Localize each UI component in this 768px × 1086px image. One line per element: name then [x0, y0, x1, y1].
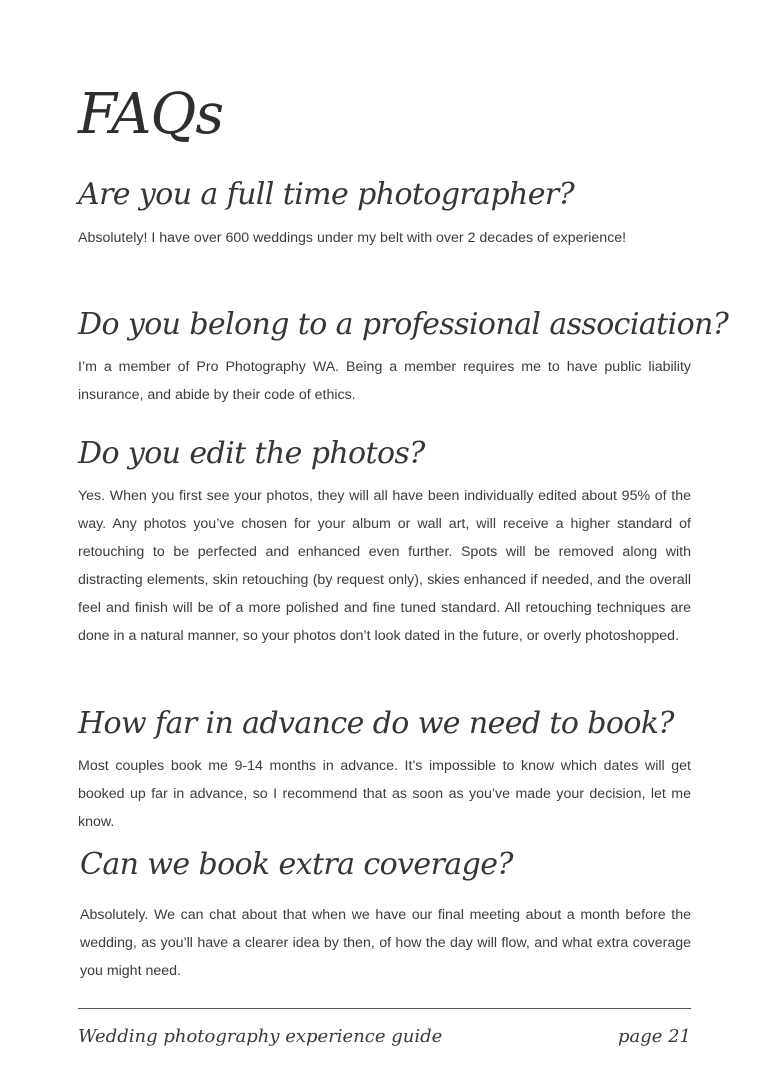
- faq-question-full-time: Are you a full time photographer?: [78, 177, 575, 212]
- footer-page-number: page 21: [617, 1026, 691, 1047]
- faq-answer-full-time: Absolutely! I have over 600 weddings under my belt with over 2 decades of experience!: [78, 230, 627, 246]
- faq-answer-extra-coverage: Absolutely. We can chat about that when we have our final meeting about a month before the wedding, as you’ll have a clearer idea by then, of how the day will flow, and what extra coverage you might need.: [80, 907, 691, 979]
- faq-question-booking-advance: How far in advance do we need to book?: [78, 706, 674, 741]
- faq-question-edit-photos: Do you edit the photos?: [78, 436, 425, 471]
- faq-answer-booking-advance: Most couples book me 9-14 months in advance. It’s impossible to know which dates will get booked up far in advance, so I recommend that as soon as you’ve made your decision, let me know.: [78, 758, 691, 830]
- footer-guide-title: Wedding photography experience guide: [78, 1026, 443, 1047]
- faq-question-extra-coverage: Can we book extra coverage?: [80, 847, 513, 882]
- page-title: FAQs: [78, 82, 224, 147]
- faq-answer-association: I’m a member of Pro Photography WA. Being a member requires me to have public liability insurance, and abide by their code of ethics.: [78, 359, 691, 403]
- faq-question-association: Do you belong to a professional association?: [78, 307, 729, 342]
- faq-answer-edit-photos: Yes. When you first see your photos, they will all have been individually edited about 95% of the way. Any photos you’ve chosen for your album or wall art, will receive a higher standard of retouching to be perfected and enhanced even further. Spots will be removed along with distracting elements, skin retouching (by request only), skies enhanced if needed, and the overall feel and finish will be of a more polished and fine tuned standard. All retouching techniques are done in a natural manner, so your photos don’t look dated in the future, or overly photoshopped.: [78, 488, 691, 644]
- footer-divider: [78, 1008, 691, 1009]
